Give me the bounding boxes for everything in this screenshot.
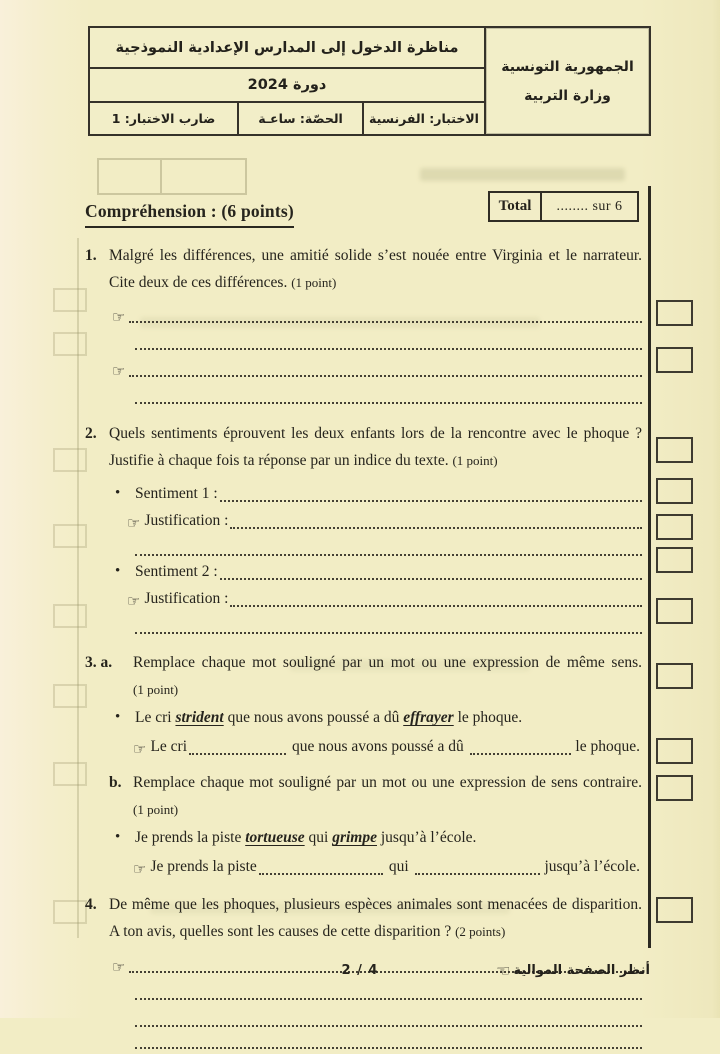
exam-meta-row xyxy=(90,103,484,134)
justification-2-line xyxy=(85,585,642,612)
bleed-through-artifact xyxy=(53,448,87,472)
question-1 xyxy=(85,242,642,296)
underlined-word: grimpe xyxy=(332,829,377,846)
question-3b xyxy=(85,769,642,823)
bleed-through-artifact xyxy=(53,762,87,786)
subject-label: الاختبار: الفرنسية xyxy=(369,110,479,126)
sentiment-2-label: Sentiment 2 : xyxy=(135,563,218,580)
answer-line xyxy=(135,1032,642,1054)
exam-body xyxy=(85,192,642,1054)
answer-line xyxy=(135,978,642,1005)
justification-1-line xyxy=(85,507,642,534)
coefficient-label: ضارب الاختبار: 1 xyxy=(111,110,216,126)
answer-line xyxy=(135,612,642,639)
question-1-points: (1 point) xyxy=(291,275,337,290)
answer-line xyxy=(85,301,642,328)
answer-line xyxy=(85,355,642,382)
subject-cell xyxy=(364,103,484,134)
bleed-through-artifact xyxy=(53,524,87,548)
next-page-note-text: أنظر الصفحة الموالية xyxy=(513,963,650,978)
score-box xyxy=(656,300,693,326)
question-3b-text: Remplace chaque mot souligné par un mot ou une expression de sens contraire. xyxy=(133,774,642,791)
hand-icon: ☞ xyxy=(133,860,147,878)
question-4-text: De même que les phoques, plusieurs espèces animales sont menacées de disparition. A ton avis, quelles sont les causes de cette disparition ? xyxy=(109,896,642,940)
score-box xyxy=(656,738,693,764)
answer-line xyxy=(135,328,642,355)
coefficient-cell xyxy=(90,103,239,134)
question-2-number: 2. xyxy=(85,425,97,442)
example-text: Le cri xyxy=(135,709,172,726)
hand-left-icon: ☜ xyxy=(496,961,511,980)
duration-label: الحصّة: ساعـة xyxy=(258,110,343,126)
bleed-through-artifact xyxy=(53,604,87,628)
question-3a-text: Remplace chaque mot souligné par un mot ou une expression de même sens. xyxy=(133,654,642,671)
hand-icon: ☞ xyxy=(112,308,126,326)
underlined-word: strident xyxy=(175,709,224,726)
answer-text: jusqu’à l’école. xyxy=(544,858,640,875)
answer-text: le phoque. xyxy=(575,738,640,755)
bleed-through-artifact xyxy=(53,288,87,312)
page-number: 2 / 4 xyxy=(341,963,379,978)
question-2 xyxy=(85,420,642,474)
example-text: Je prends la piste xyxy=(135,829,242,846)
example-text: le phoque. xyxy=(457,709,523,726)
bleed-through-artifact xyxy=(420,168,625,181)
next-page-note xyxy=(496,961,650,980)
question-2-text: Quels sentiments éprouvent les deux enfants lors de la rencontre avec le phoque ? Justifie à chaque fois ta réponse par un indice du texte. xyxy=(109,425,642,469)
session-cell xyxy=(90,69,484,102)
score-box xyxy=(656,437,693,463)
score-box xyxy=(656,478,693,504)
score-box xyxy=(656,514,693,540)
score-box xyxy=(656,897,693,923)
section-title-row xyxy=(85,192,642,228)
bullet-icon: • xyxy=(115,829,121,845)
republic-line1: الجمهورية التونسية xyxy=(501,58,634,75)
hand-icon: ☞ xyxy=(127,592,141,610)
score-box xyxy=(656,547,693,573)
bullet-icon: • xyxy=(115,563,121,579)
answer-line-3a xyxy=(85,733,642,760)
republic-cell xyxy=(484,28,649,134)
question-3a-number: 3. a. xyxy=(85,654,113,671)
bleed-through-artifact xyxy=(53,900,87,924)
hand-icon: ☞ xyxy=(112,958,126,976)
question-1-number: 1. xyxy=(85,247,97,264)
question-4-points: (2 points) xyxy=(455,924,506,939)
hand-icon: ☞ xyxy=(112,362,126,380)
underlined-word: tortueuse xyxy=(245,829,305,846)
bleed-through-artifact xyxy=(97,158,247,195)
answer-text: qui xyxy=(388,858,409,875)
score-box xyxy=(656,775,693,801)
answer-line-3b xyxy=(85,853,642,880)
question-3a-points: (1 point) xyxy=(133,682,179,697)
bleed-through-artifact xyxy=(53,684,87,708)
exam-header-table xyxy=(88,26,651,136)
question-2-points: (1 point) xyxy=(452,453,498,468)
session-label: دورة 2024 xyxy=(247,76,327,93)
total-value: ........ sur 6 xyxy=(556,198,623,214)
exam-header-left xyxy=(90,28,484,134)
example-sentence-3b xyxy=(85,824,642,851)
example-text: qui xyxy=(308,829,329,846)
bullet-icon: • xyxy=(115,709,121,725)
justification-label: Justification : xyxy=(144,512,229,529)
question-3a xyxy=(85,649,642,703)
hand-icon: ☞ xyxy=(133,740,147,758)
duration-cell xyxy=(239,103,364,134)
example-text: jusqu’à l’école. xyxy=(380,829,477,846)
answer-text: que nous avons poussé a dû xyxy=(291,738,464,755)
section-title: Compréhension : (6 points) xyxy=(85,198,294,228)
score-box xyxy=(656,347,693,373)
sentiment-2-line xyxy=(85,558,642,585)
question-1-text: Malgré les différences, une amitié solide s’est nouée entre Virginia et le narrateur. Cite deux de ces différences. xyxy=(109,247,642,291)
question-4-number: 4. xyxy=(85,896,97,913)
example-sentence-3a xyxy=(85,704,642,731)
score-box xyxy=(656,598,693,624)
answer-text: Je prends la piste xyxy=(150,858,257,875)
republic-line2: وزارة التربية xyxy=(524,87,611,104)
answer-line xyxy=(135,1005,642,1032)
question-4 xyxy=(85,891,642,945)
bleed-through-artifact xyxy=(53,332,87,356)
hand-icon: ☞ xyxy=(127,514,141,532)
margin-rule xyxy=(648,186,651,948)
underlined-word: effrayer xyxy=(403,709,454,726)
score-box xyxy=(656,663,693,689)
sentiment-1-label: Sentiment 1 : xyxy=(135,485,218,502)
sentiment-1-line xyxy=(85,480,642,507)
bullet-icon: • xyxy=(115,485,121,501)
answer-line xyxy=(135,534,642,561)
justification-label: Justification : xyxy=(144,590,229,607)
answer-text: Le cri xyxy=(150,738,188,755)
total-label: Total xyxy=(490,193,542,220)
question-3b-number: b. xyxy=(109,774,122,791)
example-text: que nous avons poussé a dû xyxy=(227,709,400,726)
question-3b-points: (1 point) xyxy=(133,802,179,817)
exam-title-arabic: مناظرة الدخول إلى المدارس الإعدادية النموذجية xyxy=(115,39,459,56)
answer-line xyxy=(135,382,642,409)
exam-title-cell xyxy=(90,28,484,69)
